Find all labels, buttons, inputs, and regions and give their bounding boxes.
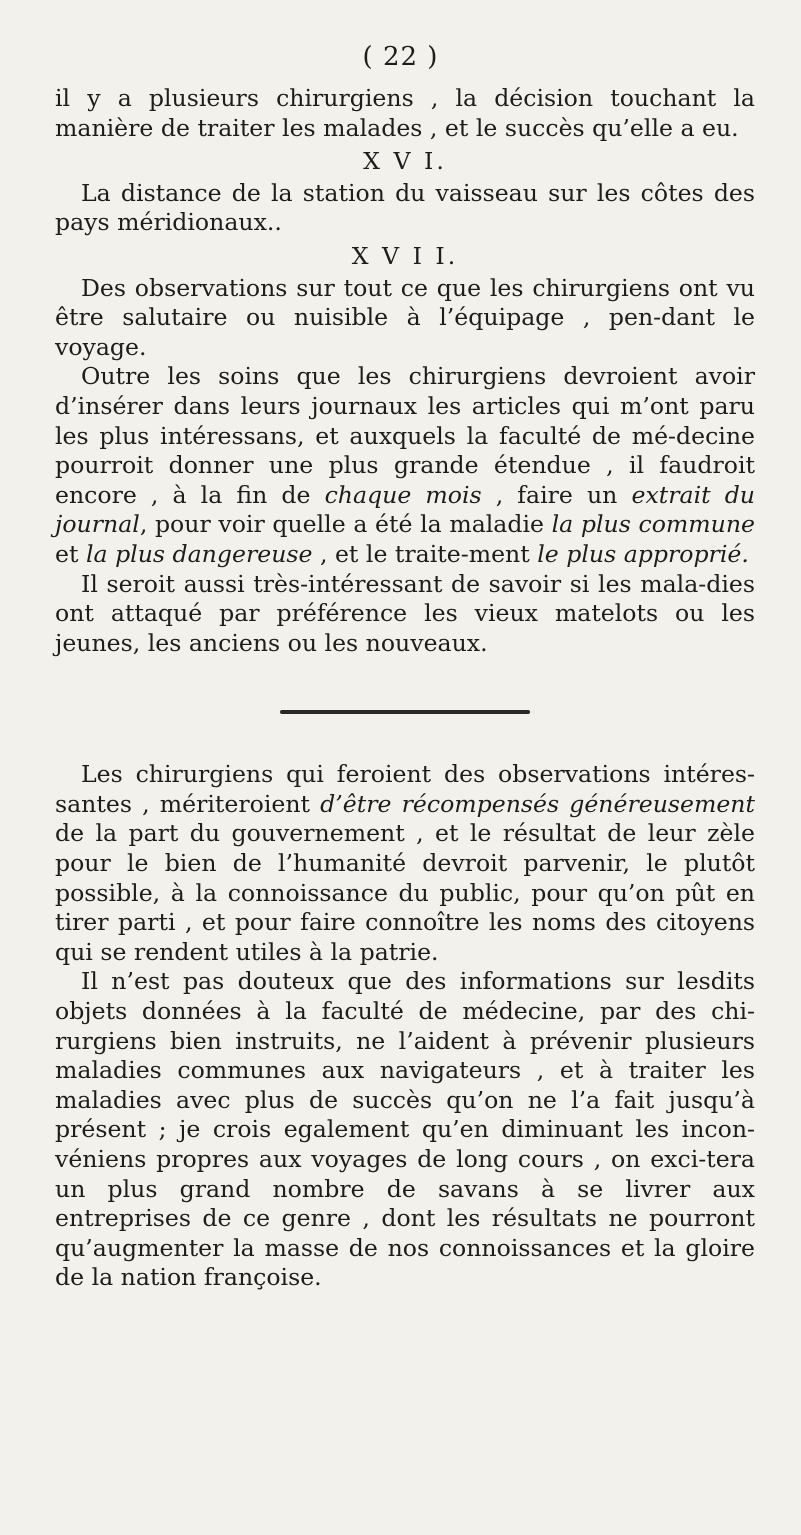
- section-17-paragraph-1: Des observations sur tout ce que les chirurgiens ont vu être salutaire ou nuisible à l’équipage , pen-dant le voyage.: [55, 273, 755, 361]
- horizontal-rule: [280, 710, 530, 714]
- p2-text-e: , et le traite-ment: [312, 539, 538, 568]
- p2-italic-plus-commune: la plus commune: [551, 510, 756, 539]
- section-17-paragraph-2: [55, 362, 755, 569]
- section-17-heading: X V I I.: [351, 241, 459, 270]
- section-16-heading: X V I.: [363, 147, 447, 176]
- page-body: [55, 84, 755, 1293]
- p2-text-a: Outre les soins que les chirurgiens devroient avoir d’insérer dans leurs journaux les articles qui m’ont paru les plus intéressans, et auxquels la faculté de mé-decine pourroit donner une plus grande étendue , il faudroit encore , à la fin de: [55, 362, 755, 509]
- section-17-paragraph-3: Il seroit aussi très-intéressant de savoir si les mala-dies ont attaqué par préférence les vieux matelots ou les jeunes, les anciens ou les nouveaux.: [55, 569, 755, 657]
- intro-paragraph: il y a plusieurs chirurgiens , la décision touchant la manière de traiter les malades , et le succès qu’elle a eu.: [55, 84, 755, 142]
- p2-text-c: , pour voir quelle a été la maladie: [139, 510, 552, 539]
- p2-text-d: et: [55, 539, 86, 568]
- p2-italic-extrait: extrait du journal: [55, 480, 755, 539]
- closing-paragraph-2: Il n’est pas douteux que des informations sur lesdits objets données à la faculté de médecine, par des chi-rurgiens bien instruits, ne l’aident à prévenir plusieurs maladies communes aux navigateurs , et à traiter les maladies avec plus de succès qu’on ne l’a fait jusqu’à présent ; je crois egalement qu’en diminuant les incon-véniens propres aux voyages de long cours , on exci-tera un plus grand nombre de savans à se livrer aux entreprises de ce genre , dont les résultats ne pourront qu’augmenter la masse de nos connoissances et la gloire de la nation françoise.: [55, 967, 755, 1292]
- p2-italic-chaque-mois: chaque mois: [324, 480, 482, 509]
- p2-italic-plus-approprie: le plus approprié.: [537, 539, 749, 568]
- cp1-text-a: Les chirurgiens qui feroient des observations intéres-santes , mériteroient: [55, 760, 755, 818]
- closing-paragraph-1: [55, 760, 755, 967]
- cp1-text-b: de la part du gouvernement , et le résultat de leur zèle pour le bien de l’humanité devroit parvenir, le plutôt possible, à la connoissance du public, pour qu’on pût en tirer parti , et pour faire connoître les noms des citoyens qui se rendent utiles à la patrie.: [55, 819, 755, 966]
- page-number: ( 22 ): [362, 42, 439, 72]
- cp1-italic-recompenses: d’être récompensés généreusement: [320, 789, 755, 818]
- p2-text-b: , faire un: [481, 480, 632, 509]
- p2-italic-plus-dangereuse: la plus dangereuse: [85, 539, 313, 568]
- section-16-text: La distance de la station du vaisseau sur les côtes des pays méridionaux..: [55, 178, 755, 237]
